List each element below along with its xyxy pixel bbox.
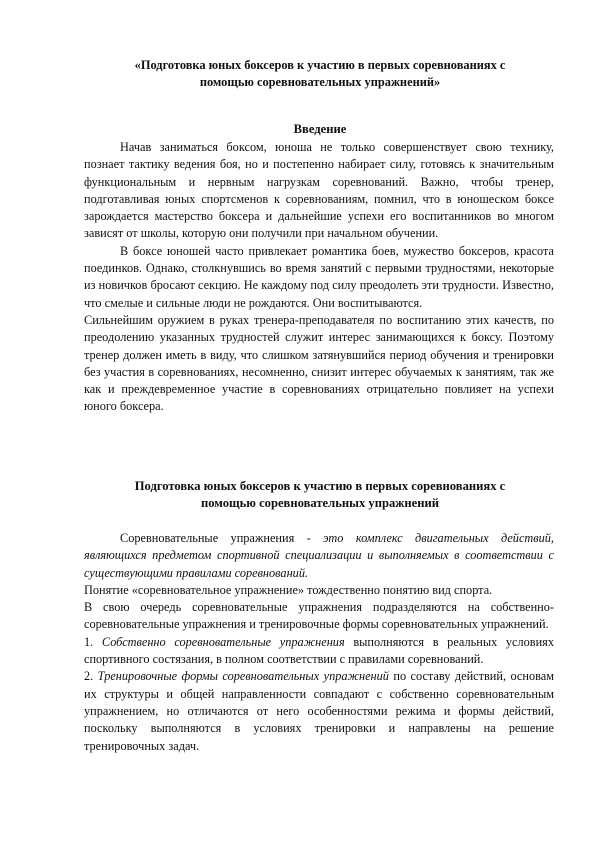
- list-item-2-number: 2.: [84, 669, 98, 684]
- subdivision-paragraph: В свою очередь соревновательные упражнения подразделяются на собственно-соревновательные упражнения и тренировочные формы соревновательных упражнений.: [84, 600, 554, 632]
- section-heading: [60, 478, 580, 512]
- intro-paragraph-3: Сильнейшим оружием в руках тренера-преподавателя по воспитанию этих качеств, по преодолению указанных трудностей служит интерес занимающихся к боксу. Поэтому тренер должен иметь в виду, что слишком затянувшийся период обучения и тренировки без участия в соревнованиях, несомненно, снизит интерес обучаемых к занятиям, так же как и преждевременное участие в соревнованиях отрицательно повлияет на успехи юного боксера.: [84, 312, 554, 414]
- document-title: [60, 57, 580, 91]
- document-title-line-1: «Подготовка юных боксеров к участию в первых соревнованиях с: [134, 58, 506, 72]
- concept-paragraph: Понятие «соревновательное упражнение» тождественно понятию вид спорта.: [84, 582, 493, 597]
- list-item-2-text: по составу действий, основам их структуры и общей направленности совпадают с собственно соревновательным упражнением, но отличаются от него особенностями режима и формы действий, поскольку выполняются в условиях тренировки и направлены на решение тренировочных задач.: [84, 669, 555, 753]
- definition-text: - это комплекс двигательных действий, являющихся предметом спортивной специализации и выполняемых в соответствии с существующими правилами соревнований.: [84, 531, 555, 580]
- intro-paragraph-1: Начав заниматься боксом, юноша не только совершенствует свою технику, познает тактику ведения боя, но и постепенно набирает силу, готовясь к значительным функциональным и нервным нагрузкам соревнований. Важно, чтобы тренер, подготавливая юных спортсменов к соревнованиям, помнил, что в юношеском боксе зарождается мастерство боксера и дальнейшие успехи его воспитанников во многом зависят от школы, которую они получили при начальном обучении.: [84, 140, 554, 241]
- definition-paragraph: [84, 530, 554, 582]
- intro-section: [84, 139, 554, 416]
- list-item-1: [84, 634, 554, 669]
- document-title-line-2: помощью соревновательных упражнений»: [199, 75, 441, 89]
- list-item-2-term: Тренировочные формы соревновательных упражнений: [97, 669, 389, 684]
- section-heading-line-1: Подготовка юных боксеров к участию в первых соревнованиях с: [134, 479, 506, 493]
- list-item-2: [84, 668, 554, 754]
- list-item-1-number: 1.: [84, 634, 102, 649]
- intro-heading: Введение: [293, 122, 347, 136]
- list-item-1-term: Собственно соревновательные упражнения: [101, 634, 345, 649]
- list-item-1-text: выполняются в реальных условиях спортивного состязания, в полном соответствии с правилами соревнований.: [84, 634, 554, 667]
- main-section: [84, 530, 554, 755]
- section-heading-line-2: помощью соревновательных упражнений: [200, 496, 439, 510]
- intro-paragraph-2: В боксе юношей часто привлекает романтика боев, мужество боксеров, красота поединков. Однако, столкнувшись во время занятий с первыми трудностями, некоторые из новичков бросают секцию. Не каждому под силу преодолеть эти трудности. Известно, что смелые и сильные люди не рождаются. Они воспитываются.: [84, 243, 554, 310]
- definition-term: Соревновательные упражнения: [120, 531, 295, 545]
